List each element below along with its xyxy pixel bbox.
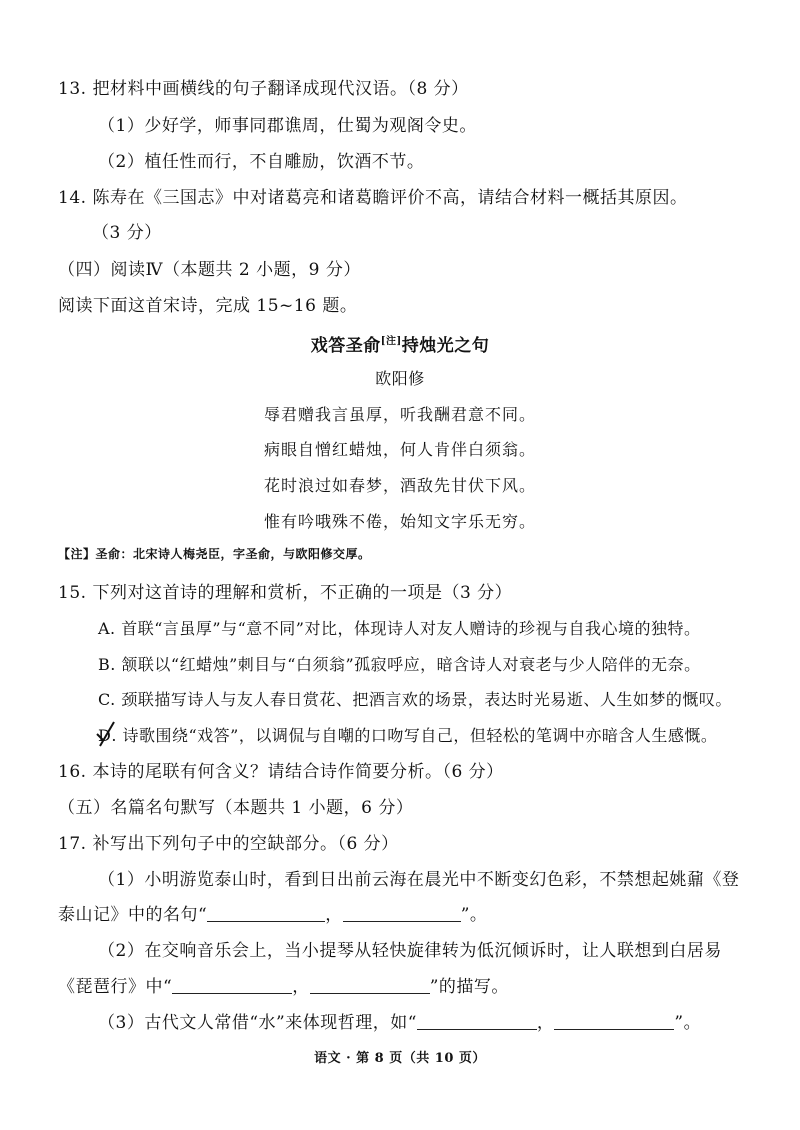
option-d-text: . 诗歌围绕“戏答”，以调侃与自嘲的口吻写自己，但轻松的笔调中亦暗含人生感慨。 (111, 726, 718, 745)
poem-title-rest: 持烛光之句 (401, 336, 490, 356)
q17-item-3-prefix: （3）古代文人常借“水”来体现哲理，如“ (98, 1013, 417, 1033)
q14-score: （3 分） (92, 223, 162, 243)
poem-note: 【注】圣俞：北宋诗人梅尧臣，字圣俞，与欧阳修交厚。 (58, 547, 371, 561)
answer-blank-2b[interactable] (310, 975, 430, 994)
q15-option-b: B. 颔联以“红蜡烛”刺目与“白须翁”孤寂呼应，暗含诗人对衰老与少人陪伴的无奈。 (98, 655, 701, 674)
answer-blank-3a[interactable] (417, 1011, 537, 1030)
poem-note-mark: [注] (380, 336, 402, 347)
q13-title: 13. 把材料中画横线的句子翻译成现代汉语。（8 分） (58, 79, 469, 99)
q17-item-2-line-2 (58, 975, 509, 999)
answer-blank-1a[interactable] (207, 903, 325, 922)
option-d-letter-marked (98, 724, 111, 748)
q17-item-2-line-1: （2）在交响音乐会上，当小提琴从轻快旋律转为低沉倾诉时，让人联想到白居易 (98, 941, 722, 961)
section-5-title: （五）名篇名句默写（本题共 1 小题，6 分） (58, 798, 414, 818)
q17-title: 17. 补写出下列句子中的空缺部分。（6 分） (58, 834, 399, 854)
q17-item-1-prefix: 泰山记》中的名句“ (58, 905, 208, 925)
q17-item-2-suffix: ”的描写。 (429, 977, 509, 997)
q17-item-1-line-1: （1）小明游览泰山时，看到日出前云海在晨光中不断变幻色彩，不禁想起姚鼐《登 (98, 870, 740, 890)
section-4-title: （四）阅读Ⅳ（本题共 2 小题，9 分） (58, 260, 361, 280)
poem-line-2: 病眼自憎红蜡烛，何人肯伴白须翁。 (263, 440, 536, 459)
answer-blank-1b[interactable] (343, 903, 461, 922)
section-4-instruction: 阅读下面这首宋诗，完成 15~16 题。 (58, 296, 358, 316)
q17-item-3-suffix: ”。 (674, 1013, 702, 1033)
poem-title (0, 330, 800, 358)
q17-item-3 (98, 1011, 701, 1035)
q13-sentence-2: （2）植任性而行，不自雕励，饮酒不节。 (98, 152, 425, 172)
q15-option-d (98, 724, 717, 748)
q17-item-1-sep: ， (325, 905, 343, 925)
q17-item-2-sep: ， (292, 977, 310, 997)
q15-option-c: C. 颈联描写诗人与友人春日赏花、把酒言欢的场景，表达时光易逝、人生如梦的慨叹。 (98, 690, 732, 709)
checkmark-icon (94, 720, 118, 748)
q17-item-3-sep: ， (536, 1013, 555, 1033)
poem-line-1: 辱君赠我言虽厚，听我酬君意不同。 (263, 405, 536, 424)
poem-line-4: 惟有吟哦殊不倦，始知文字乐无穷。 (263, 512, 536, 531)
q14-title: 14. 陈寿在《三国志》中对诸葛亮和诸葛瞻评价不高，请结合材料一概括其原因。 (58, 188, 688, 208)
option-d-letter: D (98, 726, 112, 745)
q15-title: 15. 下列对这首诗的理解和赏析，不正确的一项是（3 分） (58, 583, 513, 603)
poem-author: 欧阳修 (375, 369, 425, 388)
q17-item-1-suffix: ”。 (460, 905, 488, 925)
q15-option-a: A. 首联“言虽厚”与“意不同”对比，体现诗人对友人赠诗的珍视与自我心境的独特。 (98, 619, 701, 638)
answer-blank-3b[interactable] (554, 1011, 674, 1030)
poem-title-main: 戏答圣俞 (310, 336, 381, 356)
q13-sentence-1: （1）少好学，师事同郡谯周，仕蜀为观阁令史。 (98, 116, 477, 136)
answer-blank-2a[interactable] (172, 975, 292, 994)
poem-line-3: 花时浪过如春梦，酒敌先甘伏下风。 (263, 476, 536, 495)
q16-title: 16. 本诗的尾联有何含义？请结合诗作简要分析。（6 分） (58, 762, 504, 782)
page-footer: 语文 · 第 8 页（共 10 页） (314, 1051, 486, 1066)
q17-item-1-line-2 (58, 903, 487, 927)
q17-item-2-prefix: 《琵琶行》中“ (58, 977, 173, 997)
